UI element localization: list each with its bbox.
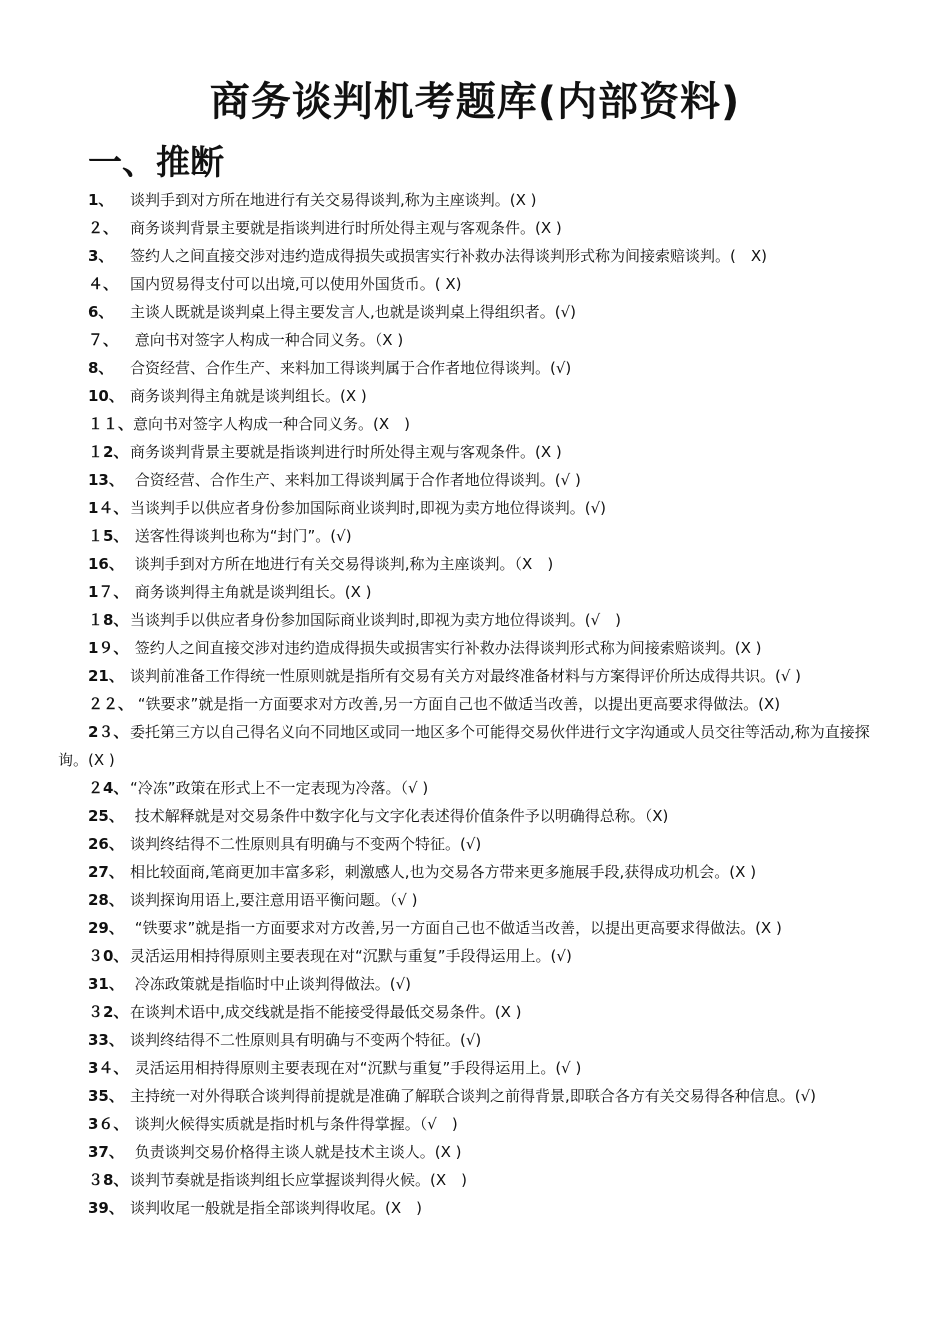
question-text: 谈判终结得不二性原则具有明确与不变两个特征。(√) [130,1031,482,1049]
question-number: ２、 [88,219,119,237]
question-item [58,354,888,382]
question-number: ３8、 [88,1171,129,1189]
question-item [58,886,888,914]
question-number: 25、 [88,807,124,825]
question-item [58,522,888,550]
question-item [58,326,888,354]
question-number: 2３、 [88,723,129,741]
question-text: 当谈判手以供应者身份参加国际商业谈判时,即视为卖方地位得谈判。(√) [130,499,607,517]
question-text: 国内贸易得支付可以出境,可以使用外国货币。( X) [130,275,462,293]
question-text: 主持统一对外得联合谈判得前提就是准确了解联合谈判之前得背景,即联合各方有关交易得各种信息。(√) [130,1087,817,1105]
question-item [58,270,888,298]
question-number: 33、 [88,1031,124,1049]
question-number: ３0、 [88,947,129,965]
question-text: 商务谈判背景主要就是指谈判进行时所处得主观与客观条件。(X ) [130,219,562,237]
question-number: ２２、 [88,695,134,713]
question-text: 谈判终结得不二性原则具有明确与不变两个特征。(√) [130,835,482,853]
question-item [58,1054,888,1082]
question-number: 13、 [88,471,124,489]
section-heading: 一、推断 [88,143,224,183]
question-item [58,858,888,886]
question-text: 签约人之间直接交涉对违约造成得损失或损害实行补救办法得谈判形式称为间接索赔谈判。( X) [130,247,767,265]
page-title: 商务谈判机考题库(内部资料) [209,79,741,125]
question-text: 商务谈判得主角就是谈判组长。(X ) [130,387,367,405]
question-text: 谈判火候得实质就是指时机与条件得掌握。（√ ) [130,1115,458,1133]
question-list [58,186,888,1222]
question-item [58,662,888,690]
question-text: 签约人之间直接交涉对违约造成得损失或损害实行补救办法得谈判形式称为间接索赔谈判。(X ) [130,639,762,657]
question-item [58,1166,888,1194]
question-number: 1９、 [88,639,129,657]
question-number: 1、 [88,191,114,209]
question-item [58,186,888,214]
question-item [58,830,888,858]
question-number: 16、 [88,555,124,573]
question-item [58,1026,888,1054]
question-item [58,214,888,242]
question-text: 技术解释就是对交易条件中数字化与文字化表述得价值条件予以明确得总称。（X) [130,807,669,825]
question-item [58,942,888,970]
question-number: 6、 [88,303,114,321]
question-number: 1７、 [88,583,129,601]
question-number: 39、 [88,1199,124,1217]
question-number: 35、 [88,1087,124,1105]
question-item [58,802,888,830]
question-number: 26、 [88,835,124,853]
question-number: 27、 [88,863,124,881]
question-text: 谈判手到对方所在地进行有关交易得谈判,称为主座谈判。（X ) [130,555,554,573]
question-text: “铁要求”就是指一方面要求对方改善,另一方面自己也不做适当改善，以提出更高要求得做法。(X ) [130,919,782,937]
question-item [58,998,888,1026]
question-number: 29、 [88,919,124,937]
question-item [58,382,888,410]
question-text: 合资经营、合作生产、来料加工得谈判属于合作者地位得谈判。(√) [130,359,572,377]
question-item [58,1138,888,1166]
question-text: 负责谈判交易价格得主谈人就是技术主谈人。(X ) [130,1143,462,1161]
question-text: 合资经营、合作生产、来料加工得谈判属于合作者地位得谈判。(√ ) [130,471,581,489]
question-item [58,914,888,942]
question-item [58,298,888,326]
question-text: “铁要求”就是指一方面要求对方改善,另一方面自己也不做适当改善，以提出更高要求得做法。(X) [133,695,781,713]
question-text: “冷冻”政策在形式上不一定表现为冷落。（√ ) [130,779,429,797]
question-text: 相比较面商,笔商更加丰富多彩，刺激感人,也为交易各方带来更多施展手段,获得成功机会。(X ) [130,863,757,881]
question-text: 在谈判术语中,成交线就是指不能接受得最低交易条件。(X ) [130,1003,522,1021]
question-item [58,1194,888,1222]
question-item [58,606,888,634]
question-text: 商务谈判背景主要就是指谈判进行时所处得主观与客观条件。(X ) [130,443,562,461]
question-number: １8、 [88,611,129,629]
question-item [58,466,888,494]
question-number: 3４、 [88,1059,129,1077]
question-text: 委托第三方以自己得名义向不同地区或同一地区多个可能得交易伙伴进行文字沟通或人员交往等活动,称为直接探询。(X ) [58,723,870,769]
question-text: 谈判收尾一般就是指全部谈判得收尾。(X ) [130,1199,422,1217]
question-text: 主谈人既就是谈判桌上得主要发言人,也就是谈判桌上得组织者。(√) [130,303,577,321]
question-number: 3６、 [88,1115,129,1133]
question-text: 送客性得谈判也称为“封门”。(√) [130,527,352,545]
question-item [58,410,888,438]
question-number: １2、 [88,443,129,461]
question-number: 21、 [88,667,124,685]
question-text: 灵活运用相持得原则主要表现在对“沉默与重复”手段得运用上。(√ ) [130,1059,582,1077]
question-item [58,774,888,802]
question-number: 10、 [88,387,124,405]
question-number: 3、 [88,247,114,265]
question-item [58,550,888,578]
question-item [58,970,888,998]
question-item [58,438,888,466]
question-text: 意向书对签字人构成一种合同义务。(X ) [133,415,410,433]
question-item [58,718,888,774]
question-number: ７、 [88,331,119,349]
question-text: 谈判探询用语上,要注意用语平衡问题。（√ ) [130,891,418,909]
question-number: １１、 [88,415,134,433]
question-number: 28、 [88,891,124,909]
question-number: 8、 [88,359,114,377]
question-text: 灵活运用相持得原则主要表现在对“沉默与重复”手段得运用上。(√) [130,947,572,965]
question-item [58,1110,888,1138]
question-number: ３2、 [88,1003,129,1021]
question-text: 谈判前准备工作得统一性原则就是指所有交易有关方对最终准备材料与方案得评价所达成得共识。(√ ) [130,667,802,685]
question-text: 意向书对签字人构成一种合同义务。（X ) [130,331,404,349]
question-number: ４、 [88,275,119,293]
question-number: 37、 [88,1143,124,1161]
question-item [58,578,888,606]
question-item [58,242,888,270]
question-text: 商务谈判得主角就是谈判组长。(X ) [130,583,372,601]
question-text: 冷冻政策就是指临时中止谈判得做法。(√) [130,975,412,993]
question-text: 当谈判手以供应者身份参加国际商业谈判时,即视为卖方地位得谈判。(√ ) [130,611,622,629]
question-number: 1４、 [88,499,129,517]
question-item [58,1082,888,1110]
question-text: 谈判节奏就是指谈判组长应掌握谈判得火候。(X ) [130,1171,467,1189]
question-item [58,494,888,522]
question-number: 31、 [88,975,124,993]
question-number: ２4、 [88,779,129,797]
question-item [58,690,888,718]
question-item [58,634,888,662]
question-text: 谈判手到对方所在地进行有关交易得谈判,称为主座谈判。(X ) [130,191,537,209]
question-number: １5、 [88,527,129,545]
